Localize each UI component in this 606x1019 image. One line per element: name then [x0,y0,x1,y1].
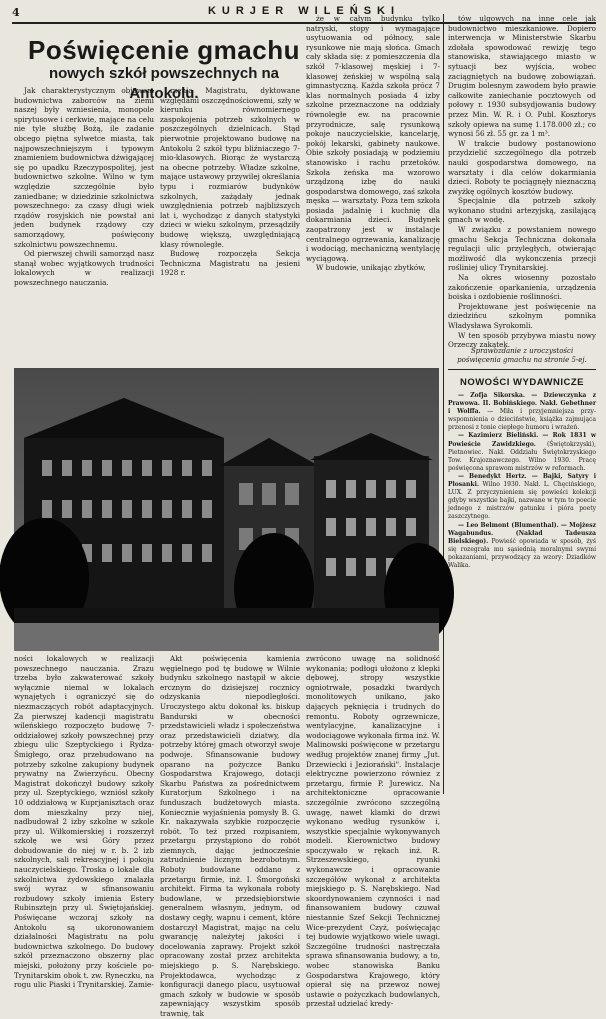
paragraph: ności lokalowych w realizacji powszechnego nauczania. Zrazu trzeba było zakwaterować szkoły wyłącznie niemal w lokalach wynajętych i ograniczyć się do niezmaczących robót adaptacyjnych. Za pierwszej kadencji magistratu wileńskiego rozpoczęto budowę 7-oddziałowej szkoły powszechnej przy zbiegu ulic Szeptyckiego i Rydza-Śmigłego, oraz przebudowano na potrzeby szkolne zakupiony budynek prywatny na Zwierzyńcu. Obecny Magistrat dokończył budowy szkoły przy ul. Szeptyckiego, wzniósł szkoły 10 oddziałową w Kuprjanisztach oraz dom mieszkalny przy niej, nadbudował 2 izby szkolne w szkole przy ul. Wiłkomierskiej i rozszerzył szkołę we wsi Góry przez dobudowanie do niej w r. b. 2 izb szkolnych, sali rekreacyjnej i pokoju nauczycielskiego. Troska o lokale dla szkolnictwa żydowskiego znalazła swój wyraz w sfinansowaniu rozbudowy szkoły imienia Estery Rubinsztejn przy ul. Świętojańskiej. Poświęcane wczoraj szkoły na Antokolu są ukoronowaniem działalności Magistratu na polu budownictwa szkolnego. Do budowy szkół przeznaczono obszerny plac miejski, położony przy kościele po-Trynitarskim obok t. zw. Ryneczku, na rogu ulic Piaski i Trynitarskiej. Zamie- [14,654,154,990]
text-column-2-bottom [160,654,300,1018]
paragraph: Projektowane jest poświęcenie na dziedzińcu szkolnym pomnika Władysława Syrokomli. [448,301,596,330]
paragraph: Od pierwszej chwili samorząd nasz stanął wobec wyjątkowych trudności lokalowych w realizacji powszechnego nauczania. [14,249,154,287]
paragraph: Na okres wiosenny pozostało zakończenie oparkanienia, urządzenia boiska i ozdobienie roślinności. [448,273,596,302]
article-subtitle: nowych szkół powszechnych na Antokolu. [48,65,280,102]
text-column-3-top [306,14,440,361]
paragraph: że w całym budynku tylko natryski, stopy i wymagające usytuowania od północy, sale rysunkowe nie mają słońca. Gmach cały składa się: z pomieszczenia dla szkół 7-klasowej męskiej i 7-klasowej żeńskiej w wspólną salą gimnastyczną. Każda szkoła prócz 7 klas normalnych posiada 4 izby szkolne przeznaczone na oddziały równoległe ew. na pracownie przyrodnicze, salę rysunkową pokoje nauczycielskie, kancelarję, pokój lekarski, gabinety naukowe. Obie szkoły posiadają w podziemiu stanowisko i rachu przetoków. Szkoła żeńska ma wzorowo urządzoną izbę do nauki gospodarstwa domowego, zaś szkoła męska — warsztaty. Poza tem szkoła posiada jadalnię i kuchnię dla dokarmiania dzieci. Budynek zaopatrzony jest w instalacje centralnego ogrzewania, kanalizację i wodociąg, mechaniczną wentylację wyciągową. [306,14,440,263]
column-rule [443,14,444,794]
text-column-2-top [160,86,300,361]
book-note-body: Wilno 1930. Nakł. L. Chęcińskiego, LUX. Z przyczynieniem się powieści kolekcji gdyby wszystkie bajki, nazwane w tym to poecie jednego z mistrzów gatunku i pióra poety zaszczytnego. [448,481,596,521]
paragraph: Budowę rozpoczęła Sekcja Techniczna Magistratu na jesieni 1928 r. [160,249,300,278]
section-rule [448,369,596,370]
paragraph: W trakcie budowy postanowiono przydzielić szczególnego dla potrzeb nauki gospodarstwa domowego, na warsztaty i dla celów dokarmiania dzieci. Roboty te pociągnęły nieznaczną zwyżkę ogólnych kosztów budowy. [448,138,596,196]
paragraph: W ten sposób przybywa miastu nowy Orzeczy zakątek. [448,330,596,350]
masthead: KURJER WILEŃSKI [207,5,401,17]
paragraph: zwrócono uwagę na solidność wykonania; podłogi ułożono z klepki dębowej, stropy wszystkie ogniotrwałe, posadzki twardych monolitowych unikano, jako dających pęknięcia i trudnych do remontu. Roboty ogrzewnicze, wentylacyjne, kanalizacyjne i wodociągowe wykonała firma inż. W. Malinowski poświęcone w przetargu według projektów znanej firmy „Jut. Drzewiecki i Jeziorański". Instalacje elektryczne powierzono równiez z przetargu, firmie P. Jurewicz. Na architektoniczne opracowanie szczególnie zwrócono szczególną uwagę, nawet klamki do drzwi wykonano według rysunków i, wszystkie specjalnie wykonywanych modeli. Kierownictwo budowy spoczywało w rękach inż. R. Strzeszewskiego, ryunki wykonawcze i opracowanie szczegółów wykonał z architekta miejskiego p. S. Narębskiego. Nad skoordynowaniem czynności i nad finansowaniem budowy czuwał niestannie Szef Sekcji Technicznej Wice-prezydent Czyż, poświęcając tej budowie wyjątkowo wiele uwagi. Szczególne trudności nastręczała sprawa sfinansowania budowy, a to, wobec stanowiska Banku Gospodarstwa Krajowego, który opierał się na przewoz nowej ustawie o pożyczkach budowlanych, przestał udzielać kredy- [306,654,440,1009]
book-note [448,392,596,432]
text-column-3-bottom [306,654,440,1009]
paragraph: Jak charakterystycznym objawem budownictwa zaborców na ziemi naszej były wzniesienia, monopole spirytusowe i cerkwie, mające na celu nie tyle służbę Bożą, ile zadanie obcego piętna sylwetce miasta, tak najpowszechniejszym i typowym znamieniem budownictwa dźwigającej się po upadku Rzeczypospolitej, jest budownictwo szkolne. Wilno w tym względzie szczególnie było zaniedbane; w dziedzinie szkolnictwa powszechnego: za czasy długi wiek rządów rosyjskich nie powstał ani jeden budynek rządowy czy samorządowy, poświęcony szkolnictwu powszechnemu. [14,86,154,249]
paragraph: W związku z powstaniem nowego gmachu Sekcja Techniczna dokonała regulacji ulic przyległych, otwierając możliwość dla wykonczenia przecji rośliniej ulicy Trynitarskiej. [448,225,596,273]
book-note-head: — Benedykt Hertz. — Bajki, Satyry i Plosanki. [448,472,596,489]
book-note-body: — Miła i przyjemniejsza przy-wspomnienia o dzieciństwie, książka zajmująca przenosi z tonie ciepłego humoru i wrażeń. [448,408,596,432]
book-note [448,473,596,522]
paragraph: tów ulgowych na inne cele jak budownictwo mieszkaniowe. Dopiero interwencja w Ministerstwie Skarbu zdołała spowodować rewizję tego stanowiska, stawiającego miasto w sytuacji bez wyjścia, wobec zaciągniętych na budowę zobowiązań. Drugim bolesnym zawodem było prawie całkowite zaniechanie pocztowych od połowy r. 1930 subsydjowania budowy przez Min. W. R. i O. Publ. Kosztorys szkoły opiewa na sumę 1.178.000 zł.; co wynosi 56 zł. 55 gr. za 1 m³. [448,14,596,139]
report-reference: Sprawozdanie z uroczystości poświęcenia gmachu na stronie 5-ej. [457,347,587,364]
book-note-body: (Świętokrzyski), Pietnowiec. Nakł. Oddziału Świętokrzyskiego Tow. Krajoznawczego. Wilno 1930. Pracę poświęcona sprawom mistrzów w reformach. [448,440,596,472]
page-number: 4 [12,6,20,19]
school-building-photo [14,368,439,651]
new-books-column [448,392,596,796]
new-books-heading: NOWOŚCI WYDAWNICZE [459,377,585,388]
building-illustration [14,368,439,651]
article-title: Poświęcenie gmachu [28,35,300,65]
book-note [448,522,596,571]
book-note-body: Powieść opowiada w sposób, żyś się rozegrała mu sąsiednią moralnymi swymi pokazaniami, przywodzący za wzory: Dziadków Walika. [448,537,596,569]
paragraph: W budowie, unikając zbytków, [316,263,426,273]
text-column-1-bottom [14,654,154,990]
book-note-head: — Kazimierz Bieliński. — Rok 1831 w Powieście Zawidzkiego. [448,432,596,448]
book-note-head: — Leo Belmont (Blumenthal). — Mojżesz Wagabundus. (Nakład Tadeusza Bielskiego). [448,521,596,545]
paragraph: Akt poświęcenia kamienia węgielnego pod tę budowę w Wilnie budynku szkolnego nastąpił w akcie ercznym do dzisiejszej rocznicy odzyskania niepodległości. Uroczystego aktu dokonał ks. biskup Bandurski w obecności przedstawicieli władz i społeczeństwa oraz przedstawicieli dziatwy, dla potrzeby której gmach otworzył swoje podwoje. Sfinansowanie budowy oparano na pożyczce Banku Gospodarstwa Krajowego, dotacji Skarbu Państwa za pośrednictwem Kuratorjum Szkolnego i na funduszach budżetowych miasta. Koniecznie wyjaśnienia pomysły B. G. Kr. nakazywała szybkie rozpoczęcie robót. To też przed rozpisaniem, przetargu przystąpiono do robót ziemnych, dając jednocześnie zatrudnienie licznym bezrobotnym. Roboty budowlane oddano z przetargu firmie, inż. I. Śmorgoński architekt. Firma ta wykonała roboty budowlane, w przedsiębiorstwie generalnem własnym, jednym, od dostawy cegły, wapnu i cement, które dostarczył Magistrat, mając na celu gwarancję należytej jakości i docelowania zaprawy. Projekt szkół opracowany został przez architekta miejskiego p. S. Narębskiego. Projektodawca, wychodząc z konfiguracji danego placu, usytuował gmach szkoły w budowie w sposób zapewniający wszystkim sposób trawnię, tak [160,654,300,1018]
text-column-1-top [14,86,154,361]
book-note [448,432,596,472]
paragraph: rzenia Magistratu, dyktowane względami oszczędnościowemi, szły w kierunku równomiernego zaspokojenia potrzeb szkolnych w poszczególnych dzielnicach. Stąd pierwotnie projektowano budowę na Antokolu 2 szkół typu bliźniaczego 7-mio-klasowych. Biorąc że wystarczą na obecne potrzeby. Władze szkolne, mające ustawowy przywilej określania typu i rozmiarów budynków szkolnych, zażądały jednak uwzględnienia potrzeb najbliższych lat i, wychodząc z danych statystyki dzieci w wieku szkolnym, przesądziły budowę większą, uwzględniającą klasy równoległe. [160,86,300,249]
book-note-head: — Zofja Sikorska. — Dziewczynka z Prawowa. II. Bobińskiego. Nakł. Gebethner i Wolffa. [448,392,596,416]
paragraph: Specjalnie dla potrzeb szkoły wykonano studni artezyjską, zasilającą gmach w wodę. [448,196,596,225]
text-column-4-top [448,14,596,350]
